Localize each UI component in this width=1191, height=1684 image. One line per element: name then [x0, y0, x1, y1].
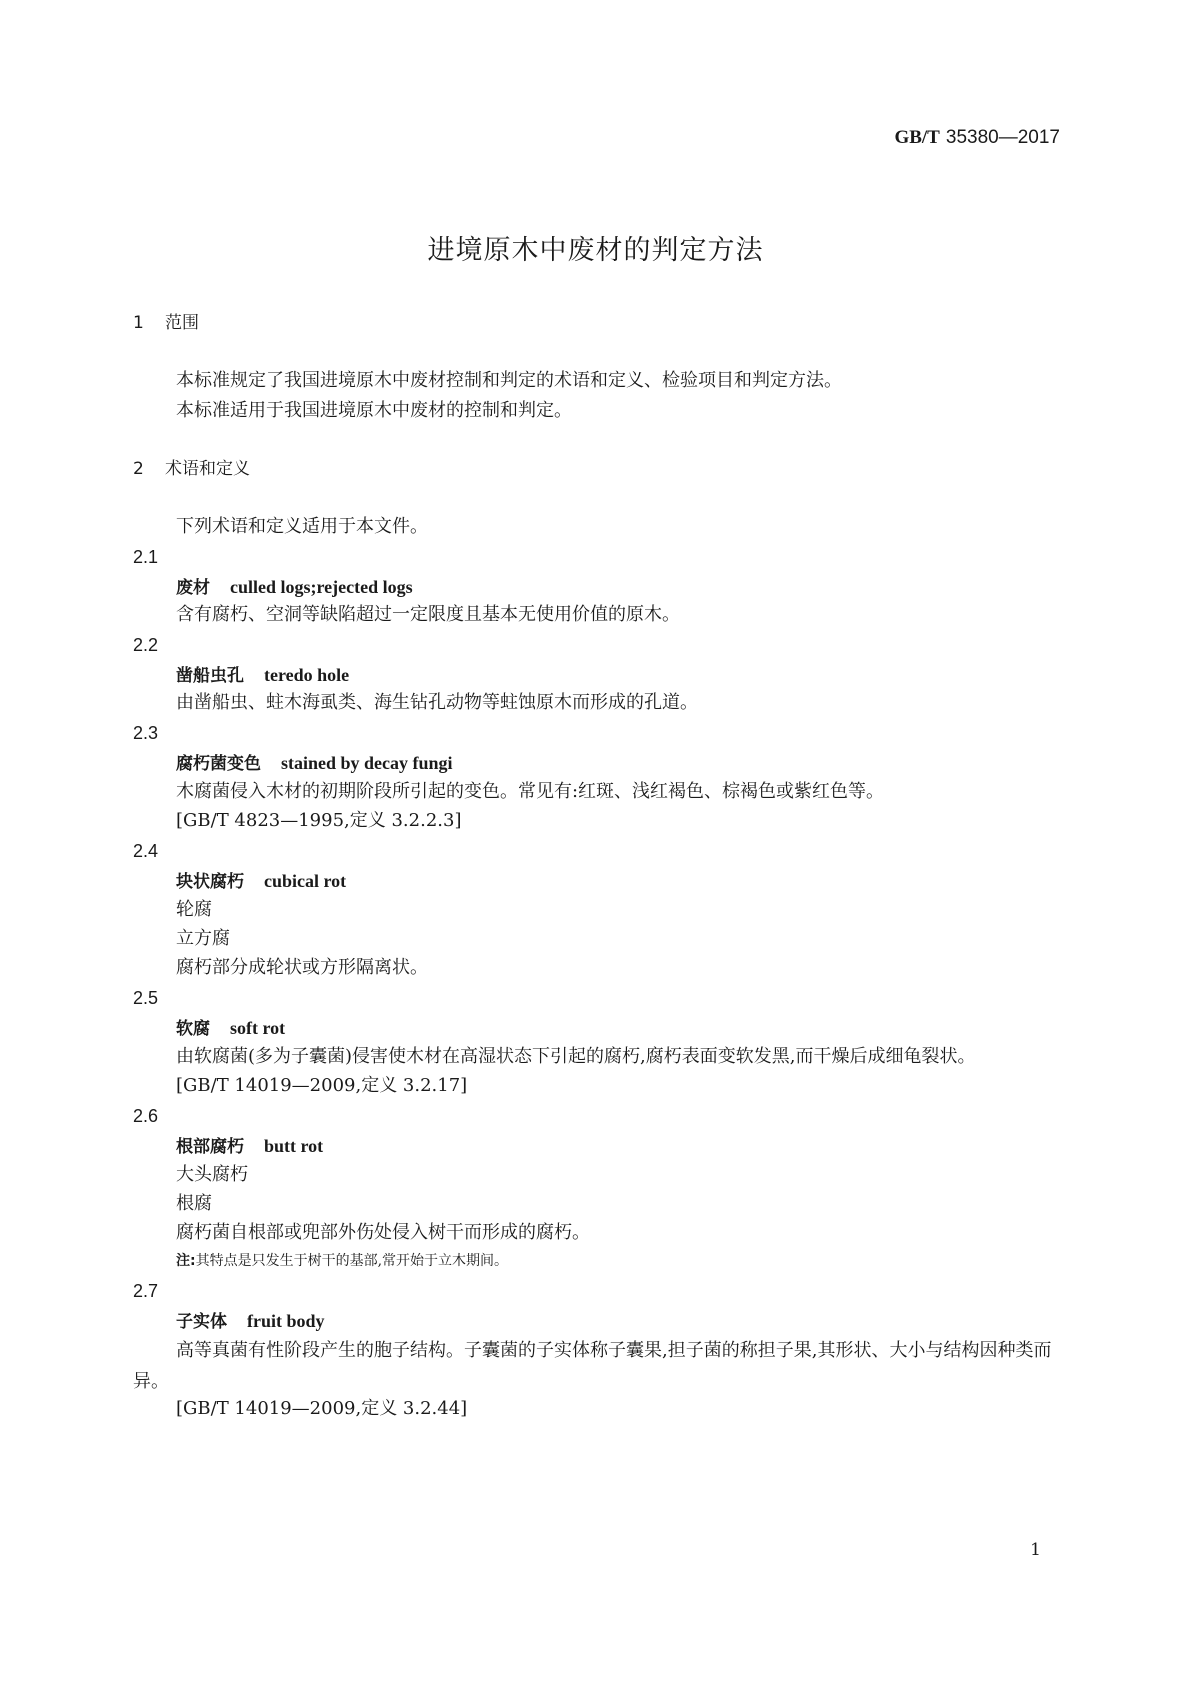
term-number: 2.4: [133, 841, 159, 861]
term-title: 软腐 soft rot: [176, 1018, 286, 1039]
term-definition: 腐朽部分成轮状或方形隔离状。: [176, 957, 428, 978]
term-synonym: 根腐: [176, 1193, 212, 1214]
term-number: 2.2: [133, 635, 159, 655]
section-1-heading: 1 范围: [133, 313, 199, 333]
term-source: [GB/T 14019—2009,定义 3.2.17]: [176, 1075, 468, 1096]
term-title: 腐朽菌变色 stained by decay fungi: [176, 753, 453, 774]
term-definition: 由凿船虫、蛀木海虱类、海生钻孔动物等蛀蚀原木而形成的孔道。: [176, 692, 698, 713]
term-title: 根部腐朽 butt rot: [176, 1136, 324, 1157]
section-1-paragraph: 本标准适用于我国进境原木中废材的控制和判定。: [176, 400, 572, 421]
term-number: 2.7: [133, 1281, 159, 1301]
term-source: [GB/T 14019—2009,定义 3.2.44]: [176, 1398, 468, 1419]
term-definition: 腐朽菌自根部或兜部外伤处侵入树干而形成的腐朽。: [176, 1222, 590, 1243]
term-synonym: 立方腐: [176, 928, 230, 949]
term-definition: 由软腐菌(多为子囊菌)侵害使木材在高湿状态下引起的腐朽,腐朽表面变软发黑,而干燥后成细龟裂状。: [176, 1046, 976, 1067]
term-source: [GB/T 4823—1995,定义 3.2.2.3]: [176, 810, 462, 831]
page-number: 1: [1030, 1540, 1041, 1560]
term-number: 2.1: [133, 547, 159, 567]
term-title: 块状腐朽 cubical rot: [176, 871, 347, 892]
page-title: 进境原木中废材的判定方法: [427, 235, 764, 266]
term-title: 废材 culled logs;rejected logs: [176, 577, 413, 598]
term-number: 2.5: [133, 988, 159, 1008]
section-1-paragraph: 本标准规定了我国进境原木中废材控制和判定的术语和定义、检验项目和判定方法。: [176, 370, 842, 391]
term-title: 凿船虫孔 teredo hole: [176, 665, 350, 686]
note-label: 注:: [176, 1253, 196, 1269]
term-synonym: 轮腐: [176, 899, 212, 920]
section-2-heading: 2 术语和定义: [133, 459, 250, 479]
term-definition: 含有腐朽、空洞等缺陷超过一定限度且基本无使用价值的原木。: [176, 604, 680, 625]
term-definition: 木腐菌侵入木材的初期阶段所引起的变色。常见有:红斑、浅红褐色、棕褐色或紫红色等。: [176, 781, 885, 802]
term-synonym: 大头腐朽: [176, 1164, 248, 1185]
term-title: 子实体 fruit body: [176, 1311, 325, 1332]
term-number: 2.3: [133, 723, 159, 743]
standard-code: [894, 126, 1060, 149]
standard-prefix: GB/T: [894, 127, 940, 148]
term-definition: 高等真菌有性阶段产生的胞子结构。子囊菌的子实体称子囊果,担子菌的称担子果,其形状、大小与结构因种类而异。: [133, 1340, 1052, 1392]
section-2-intro: 下列术语和定义适用于本文件。: [176, 516, 428, 537]
term-number: 2.6: [133, 1106, 159, 1126]
term-note: 注:其特点是只发生于树干的基部,常开始于立木期间。: [176, 1253, 509, 1269]
standard-number: 35380—2017: [945, 127, 1060, 148]
